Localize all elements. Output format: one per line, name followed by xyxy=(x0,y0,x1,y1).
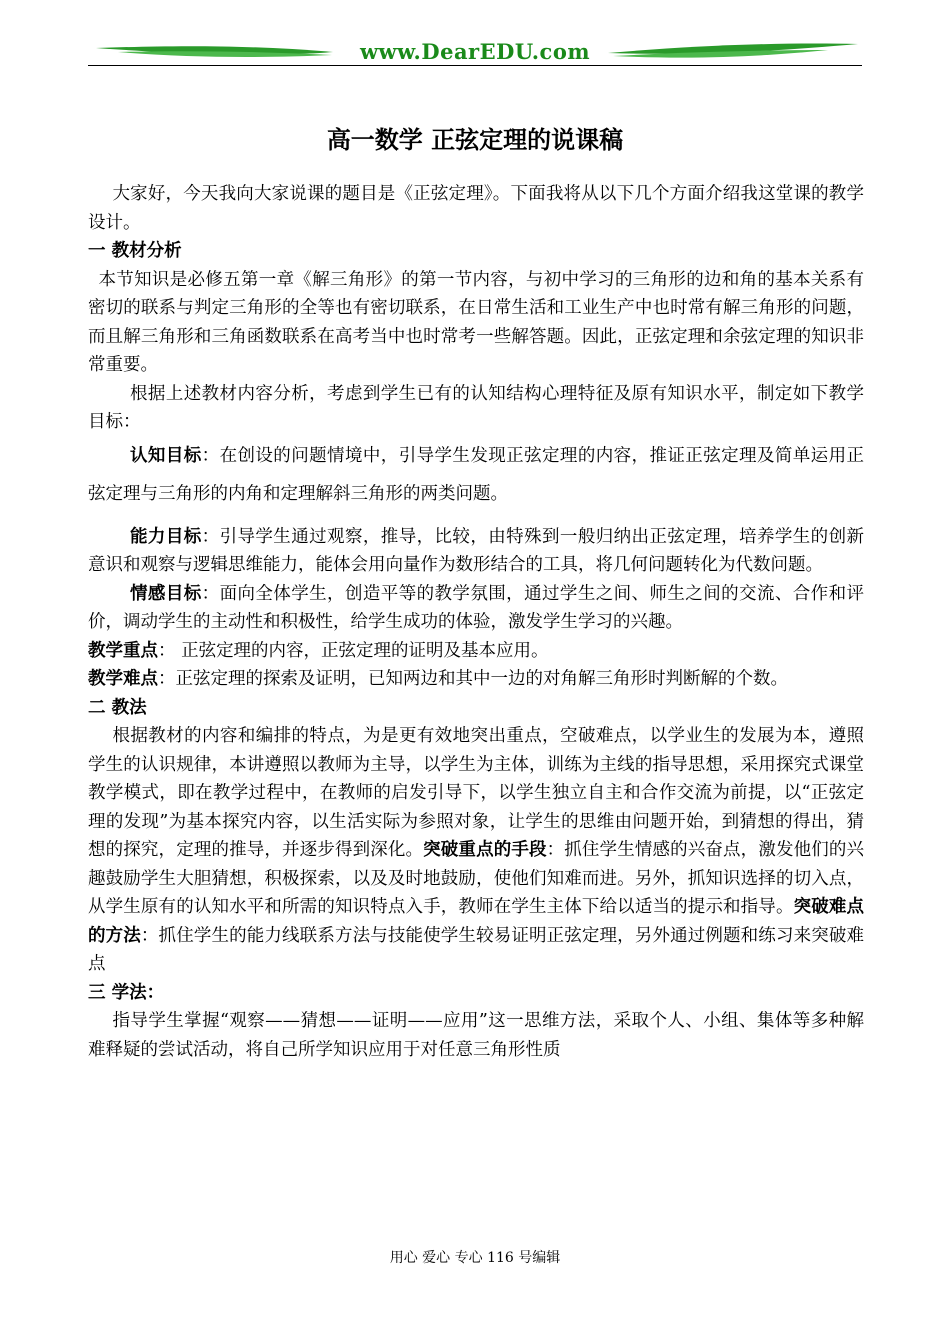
cognitive-objective-label: 认知目标 xyxy=(130,445,202,466)
teaching-key-label: 教学重点 xyxy=(88,640,158,661)
key-means-label: 突破重点的手段 xyxy=(423,840,547,860)
teaching-difficulty-text: ：正弦定理的探索及证明，已知两边和其中一边的对角解三角形时判断解的个数。 xyxy=(158,669,788,689)
teaching-method-text: 根据教材的内容和编排的特点，为是更有效地突出重点，空破难点，以学业生的发展为本，遵照学生的认识规律，本讲遵照以教师为主导，以学生为主体，训练为主线的指导思想，采用探究式课堂教学模式，即在教学过程中，在教师的启发引导下，以学生独立自主和合作交流为前提，以“正弦定理的发现”为基本探究内容，以生活实际为参照对象，让学生的思维由问题开始，到猜想的得出，猜想的探究，定理的推导，并逐步得到深化。 xyxy=(88,726,864,860)
intro-paragraph: 大家好，今天我向大家说课的题目是《正弦定理》。下面我将从以下几个方面介绍我这堂课的教学设计。 xyxy=(88,184,864,233)
section-heading-teaching-method: 二 教法 xyxy=(88,697,147,718)
objectives-intro-paragraph: 根据上述教材内容分析，考虑到学生已有的认知结构心理特征及原有知识水平，制定如下教学目标： xyxy=(88,383,864,432)
textbook-analysis-paragraph: 本节知识是必修五第一章《解三角形》的第一节内容，与初中学习的三角形的边和角的基本关系有密切的联系与判定三角形的全等也有密切联系，在日常生活和工业生产中也时常有解三角形的问题，而且解三角形和三角函数联系在高考当中也时常考一些解答题。因此，正弦定理和余弦定理的知识非常重要。 xyxy=(88,269,864,375)
teaching-method-paragraph xyxy=(88,722,864,979)
ability-objective-paragraph xyxy=(88,523,864,580)
cognitive-objective-paragraph xyxy=(88,437,864,513)
emotion-objective-text: ：面向全体学生，创造平等的教学氛围，通过学生之间、师生之间的交流、合作和评价，调动学生的主动性和积极性，给学生成功的体验，激发学生学习的兴趣。 xyxy=(88,583,865,632)
header-rule xyxy=(88,65,862,66)
teaching-difficulty-paragraph xyxy=(88,665,864,694)
teaching-difficulty-label: 教学难点 xyxy=(88,669,158,689)
ability-objective-text: ：引导学生通过观察，推导，比较，由特殊到一般归纳出正弦定理，培养学生的创新意识和观察与逻辑思维能力，能体会用向量作为数形结合的工具，将几何问题转化为代数问题。 xyxy=(88,526,865,575)
teaching-key-paragraph xyxy=(88,637,864,666)
difficulty-method-text: ：抓住学生的能力线联系方法与技能使学生较易证明正弦定理，另外通过例题和练习来突破难点 xyxy=(88,925,865,974)
document-body xyxy=(88,180,864,1064)
site-logo-text: www.DearEDU.com xyxy=(359,39,591,64)
emotion-objective-paragraph xyxy=(88,580,864,637)
emotion-objective-label: 情感目标 xyxy=(130,583,202,604)
section-heading-learning-method: 三 学法： xyxy=(88,982,165,1003)
difficulty-method-label: 突破难点的方法 xyxy=(88,897,864,946)
teaching-key-text: ： 正弦定理的内容，正弦定理的证明及基本应用。 xyxy=(158,640,549,661)
section-heading-textbook-analysis: 一 教材分析 xyxy=(88,241,182,261)
learning-method-paragraph: 指导学生掌握“观察——猜想——证明——应用”这一思维方法，采取个人、小组、集体等多种解难释疑的尝试活动，将自己所学知识应用于对任意三角形性质 xyxy=(88,1011,864,1060)
cognitive-objective-text: ：在创设的问题情境中，引导学生发现正弦定理的内容，推证正弦定理及简单运用正弦定理与三角形的内角和定理解斜三角形的两类问题。 xyxy=(88,445,865,504)
page-title: 高一数学 正弦定理的说课稿 xyxy=(326,125,624,154)
page-footer: 用心 爱心 专心 116 号编辑 xyxy=(389,1250,561,1266)
key-means-text: ：抓住学生情感的兴奋点，激发他们的兴趣鼓励学生大胆猜想，积极探索，以及及时地鼓励，使他们知难而进。另外，抓知识选择的切入点，从学生原有的认知水平和所需的知识特点入手，教师在学生主体下给以适当的提示和指导。 xyxy=(88,840,865,917)
ability-objective-label: 能力目标 xyxy=(130,526,202,547)
